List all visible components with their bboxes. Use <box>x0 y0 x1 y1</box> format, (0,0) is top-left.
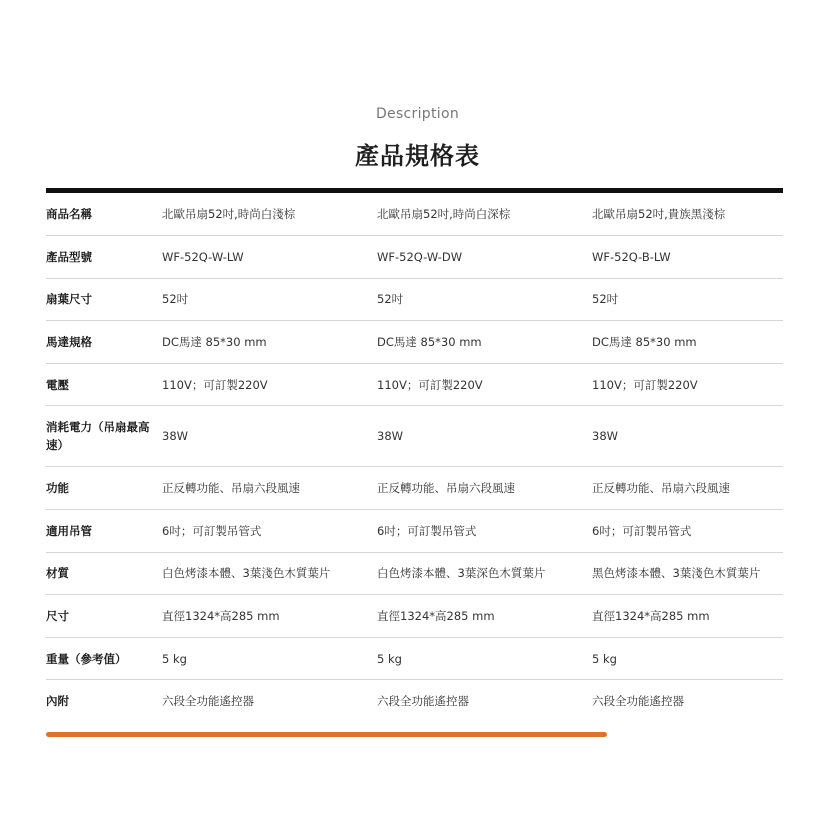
spec-row-material <box>46 552 783 595</box>
spec-row-included <box>46 680 783 723</box>
spec-row-function <box>46 467 783 510</box>
cell-value: WF-52Q-B-LW <box>591 236 783 279</box>
row-label: 商品名稱 <box>46 193 161 236</box>
cell-value: 六段全功能遙控器 <box>377 694 469 709</box>
spec-table-container <box>46 188 783 723</box>
cell-value: 直徑1324*高285 mm <box>161 595 376 638</box>
spec-row-voltage <box>46 363 783 406</box>
section-subtitle: Description <box>375 106 460 122</box>
cell-value: 52吋 <box>161 278 376 321</box>
cell-value: 白色烤漆本體、3葉深色木質葉片 <box>376 552 591 595</box>
row-label: 電壓 <box>46 363 161 406</box>
cell-value: 六段全功能遙控器 <box>592 694 684 709</box>
cell-value: WF-52Q-W-LW <box>161 236 376 279</box>
cell-value: 110V；可訂製220V <box>591 363 783 406</box>
cell-value: DC馬達 85*30 mm <box>161 321 376 364</box>
cell-value: 北歐吊扇52吋,時尚白深棕 <box>376 193 591 236</box>
spec-row-power <box>46 406 783 467</box>
cell-value: 北歐吊扇52吋,貴族黑淺棕 <box>591 193 783 236</box>
cell-value: 5 kg <box>161 637 376 680</box>
cell-value: 正反轉功能、吊扇六段風速 <box>376 467 591 510</box>
spec-row-dimensions <box>46 595 783 638</box>
row-label: 功能 <box>46 467 161 510</box>
row-label: 尺寸 <box>46 595 161 638</box>
cell-value: 38W <box>591 406 783 467</box>
cell-value: 正反轉功能、吊扇六段風速 <box>591 467 783 510</box>
cell-value: 黑色烤漆本體、3葉淺色木質葉片 <box>591 552 783 595</box>
cell-value: 直徑1324*高285 mm <box>591 595 783 638</box>
cell-value: 110V；可訂製220V <box>376 363 591 406</box>
cell-value: 5 kg <box>376 637 591 680</box>
cell-value: 白色烤漆本體、3葉淺色木質葉片 <box>161 552 376 595</box>
cell-value: 38W <box>376 406 591 467</box>
cell-value: WF-52Q-W-DW <box>376 236 591 279</box>
cell-value: 52吋 <box>376 278 591 321</box>
cell-value: DC馬達 85*30 mm <box>376 321 591 364</box>
spec-row-downrod <box>46 510 783 553</box>
accent-bar <box>46 732 607 737</box>
row-label: 內附 <box>46 694 69 709</box>
spec-table <box>46 193 783 723</box>
cell-value: 6吋；可訂製吊管式 <box>161 510 376 553</box>
cell-value: 6吋；可訂製吊管式 <box>376 510 591 553</box>
cell-value: 正反轉功能、吊扇六段風速 <box>161 467 376 510</box>
row-label: 消耗電力（吊扇最高速） <box>46 406 161 467</box>
cell-value: 5 kg <box>591 637 783 680</box>
cell-value: 北歐吊扇52吋,時尚白淺棕 <box>161 193 376 236</box>
cell-value: 52吋 <box>591 278 783 321</box>
cell-value: 直徑1324*高285 mm <box>376 595 591 638</box>
spec-row-product-name <box>46 193 783 236</box>
row-label: 重量（參考值） <box>46 637 161 680</box>
row-label: 材質 <box>46 552 161 595</box>
row-label: 產品型號 <box>46 236 161 279</box>
spec-row-model <box>46 236 783 279</box>
spec-row-weight <box>46 637 783 680</box>
row-label: 馬達規格 <box>46 321 161 364</box>
row-label: 扇葉尺寸 <box>46 278 161 321</box>
cell-value: 110V；可訂製220V <box>161 363 376 406</box>
cell-value: 6吋；可訂製吊管式 <box>591 510 783 553</box>
row-label: 適用吊管 <box>46 510 161 553</box>
spec-row-blade-size <box>46 278 783 321</box>
cell-value: DC馬達 85*30 mm <box>591 321 783 364</box>
page-title: 產品規格表 <box>355 142 480 170</box>
spec-row-motor <box>46 321 783 364</box>
cell-value: 六段全功能遙控器 <box>162 694 254 709</box>
cell-value: 38W <box>161 406 376 467</box>
